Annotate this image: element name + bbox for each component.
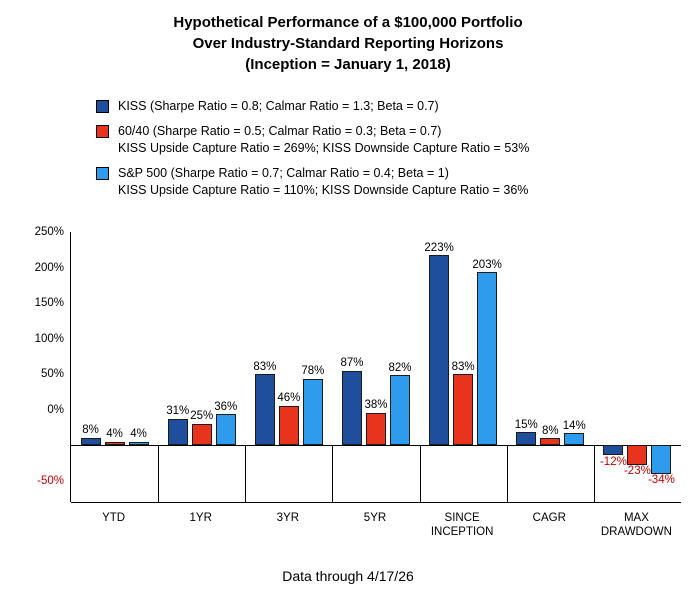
bar-slot-dd-sp500 <box>647 232 675 486</box>
legend-text-6040 <box>118 123 529 156</box>
bar-slot-3yr-kiss <box>255 232 275 445</box>
x-label-cagr-line1: CAGR <box>532 512 566 524</box>
legend-sublabel-6040: KISS Upside Capture Ratio = 269%; KISS Downside Capture Ratio = 53% <box>118 141 530 155</box>
plot-area <box>70 232 681 502</box>
bar-5yr-sp500[interactable] <box>390 375 410 445</box>
legend-swatch-icon-6040 <box>96 125 109 138</box>
plot-wrapper <box>0 226 696 562</box>
bar-label-since-kiss: 223% <box>424 242 454 254</box>
bar-slot-cagr-sp500 <box>564 232 584 445</box>
bars-ytd <box>71 232 158 445</box>
bar-label-1yr-sp500: 36% <box>214 401 238 413</box>
legend-text-sp500 <box>118 165 528 198</box>
bar-label-3yr-6040: 46% <box>277 392 301 404</box>
bar-label-ytd-6040: 4% <box>106 428 123 440</box>
bar-slot-dd-6040 <box>623 232 651 477</box>
chart-legend <box>96 98 656 207</box>
bar-group-cagr <box>507 232 594 502</box>
bars-cagr <box>507 232 594 445</box>
legend-item-kiss <box>96 98 656 114</box>
bar-label-cagr-kiss: 15% <box>514 419 538 431</box>
y-tick-200: 200% <box>34 261 64 274</box>
y-tick-100: 100% <box>34 332 64 345</box>
bar-ytd-6040[interactable] <box>105 442 125 445</box>
x-label-3yr <box>244 504 331 550</box>
bars-since-inception <box>420 232 507 445</box>
x-label-since-inception <box>419 504 506 550</box>
x-axis-labels <box>70 504 680 550</box>
chart-title <box>0 12 696 75</box>
bar-cagr-6040[interactable] <box>540 438 560 445</box>
x-label-ytd <box>70 504 157 550</box>
bar-group-ytd <box>71 232 158 502</box>
bar-3yr-sp500[interactable] <box>303 379 323 446</box>
bar-slot-since-sp500 <box>472 232 502 445</box>
bar-slot-since-kiss <box>424 232 454 445</box>
bar-label-5yr-6040: 38% <box>364 399 388 411</box>
bar-group-3yr <box>245 232 332 502</box>
bar-slot-3yr-6040 <box>279 232 299 445</box>
bar-label-ytd-sp500: 4% <box>130 428 147 440</box>
x-label-3yr-line1: 3YR <box>276 512 300 524</box>
bar-group-since-inception <box>420 232 507 502</box>
chart-footer-note: Data through 4/17/26 <box>282 568 414 584</box>
x-label-ytd-line1: YTD <box>102 512 126 524</box>
bar-slot-ytd-6040 <box>105 232 125 445</box>
bar-since-6040[interactable] <box>453 374 473 445</box>
y-tick-250: 250% <box>34 226 64 238</box>
bar-dd-kiss[interactable] <box>603 445 623 455</box>
bar-ytd-sp500[interactable] <box>129 442 149 445</box>
legend-sublabel-sp500: KISS Upside Capture Ratio = 110%; KISS Downside Capture Ratio = 36% <box>118 183 529 197</box>
legend-swatch-icon-sp500 <box>96 167 109 180</box>
bottom-axis-line <box>71 502 681 503</box>
bar-dd-6040[interactable] <box>627 445 647 465</box>
x-label-max-drawdown <box>593 504 680 550</box>
bar-1yr-kiss[interactable] <box>168 419 188 445</box>
bar-slot-ytd-sp500 <box>129 232 149 445</box>
bar-label-cagr-sp500: 14% <box>562 420 586 432</box>
bar-slot-cagr-6040 <box>540 232 560 445</box>
bar-5yr-6040[interactable] <box>366 413 386 445</box>
y-axis <box>18 226 64 502</box>
bar-slot-ytd-kiss <box>81 232 101 445</box>
legend-label-kiss: KISS (Sharpe Ratio = 0.8; Calmar Ratio = 1.3; Beta = 0.7) <box>118 99 439 113</box>
bar-group-5yr <box>332 232 419 502</box>
bar-3yr-kiss[interactable] <box>255 374 275 445</box>
bar-group-max-drawdown <box>594 232 681 502</box>
x-label-5yr-line1: 5YR <box>363 512 387 524</box>
bar-label-dd-kiss: -12% <box>599 456 627 468</box>
x-label-1yr-line1: 1YR <box>189 512 212 524</box>
x-label-dd-line1: MAX <box>623 512 649 524</box>
bar-group-1yr <box>158 232 245 502</box>
bar-dd-sp500[interactable] <box>651 445 671 474</box>
bar-label-cagr-6040: 8% <box>541 425 559 437</box>
bar-cagr-sp500[interactable] <box>564 433 584 445</box>
y-tick-0: 0% <box>47 403 64 416</box>
bar-slot-1yr-sp500 <box>216 232 236 445</box>
bar-slot-5yr-6040 <box>366 232 386 445</box>
bar-slot-dd-kiss <box>599 232 627 468</box>
chart-title-line-1: Hypothetical Performance of a $100,000 Portfolio <box>173 14 523 31</box>
bars-1yr <box>158 232 245 445</box>
x-label-dd-line2: DRAWDOWN <box>600 526 672 538</box>
bar-slot-3yr-sp500 <box>303 232 323 445</box>
bar-label-1yr-kiss: 31% <box>166 405 190 417</box>
bar-1yr-6040[interactable] <box>192 424 212 445</box>
bar-label-since-6040: 83% <box>451 361 475 373</box>
bar-slot-1yr-6040 <box>192 232 212 445</box>
bars-3yr <box>245 232 332 445</box>
chart-title-line-2: Over Industry-Standard Reporting Horizons <box>192 35 504 52</box>
y-tick-minus-50: -50% <box>37 474 64 487</box>
legend-label-sp500: S&P 500 (Sharpe Ratio = 0.7; Calmar Ratio = 0.4; Beta = 1) <box>118 166 449 180</box>
bar-label-1yr-6040: 25% <box>190 410 214 422</box>
bar-since-sp500[interactable] <box>477 272 497 445</box>
legend-label-6040: 60/40 (Sharpe Ratio = 0.5; Calmar Ratio = 0.3; Beta = 0.7) <box>118 124 442 138</box>
x-label-since-line2: INCEPTION <box>430 526 494 538</box>
x-label-since-line1: SINCE <box>444 512 480 524</box>
chart-title-line-3: (Inception = January 1, 2018) <box>245 56 451 73</box>
bar-3yr-6040[interactable] <box>279 406 299 445</box>
bar-label-5yr-sp500: 82% <box>388 362 412 374</box>
bar-label-3yr-kiss: 83% <box>253 361 277 373</box>
bar-label-dd-6040: -23% <box>623 465 651 477</box>
bar-groups <box>71 232 681 502</box>
bar-label-dd-sp500: -34% <box>647 474 675 486</box>
bar-1yr-sp500[interactable] <box>216 414 236 445</box>
bar-slot-5yr-kiss <box>342 232 362 445</box>
bar-label-ytd-kiss: 8% <box>82 424 99 436</box>
legend-item-6040 <box>96 123 656 156</box>
bar-label-since-sp500: 203% <box>472 259 502 271</box>
bar-since-kiss[interactable] <box>429 255 449 445</box>
bars-5yr <box>332 232 419 445</box>
bar-label-3yr-sp500: 78% <box>301 365 325 377</box>
x-label-5yr <box>331 504 418 550</box>
bar-slot-cagr-kiss <box>516 232 536 445</box>
bar-slot-5yr-sp500 <box>390 232 410 445</box>
x-label-1yr <box>157 504 244 550</box>
y-tick-150: 150% <box>34 297 64 309</box>
bar-label-5yr-kiss: 87% <box>340 357 364 369</box>
x-label-cagr <box>506 504 593 550</box>
legend-item-sp500 <box>96 165 656 198</box>
bars-max-drawdown <box>594 232 681 486</box>
y-tick-50: 50% <box>40 368 64 380</box>
legend-text-kiss <box>118 98 439 114</box>
legend-swatch-icon-kiss <box>96 100 109 113</box>
